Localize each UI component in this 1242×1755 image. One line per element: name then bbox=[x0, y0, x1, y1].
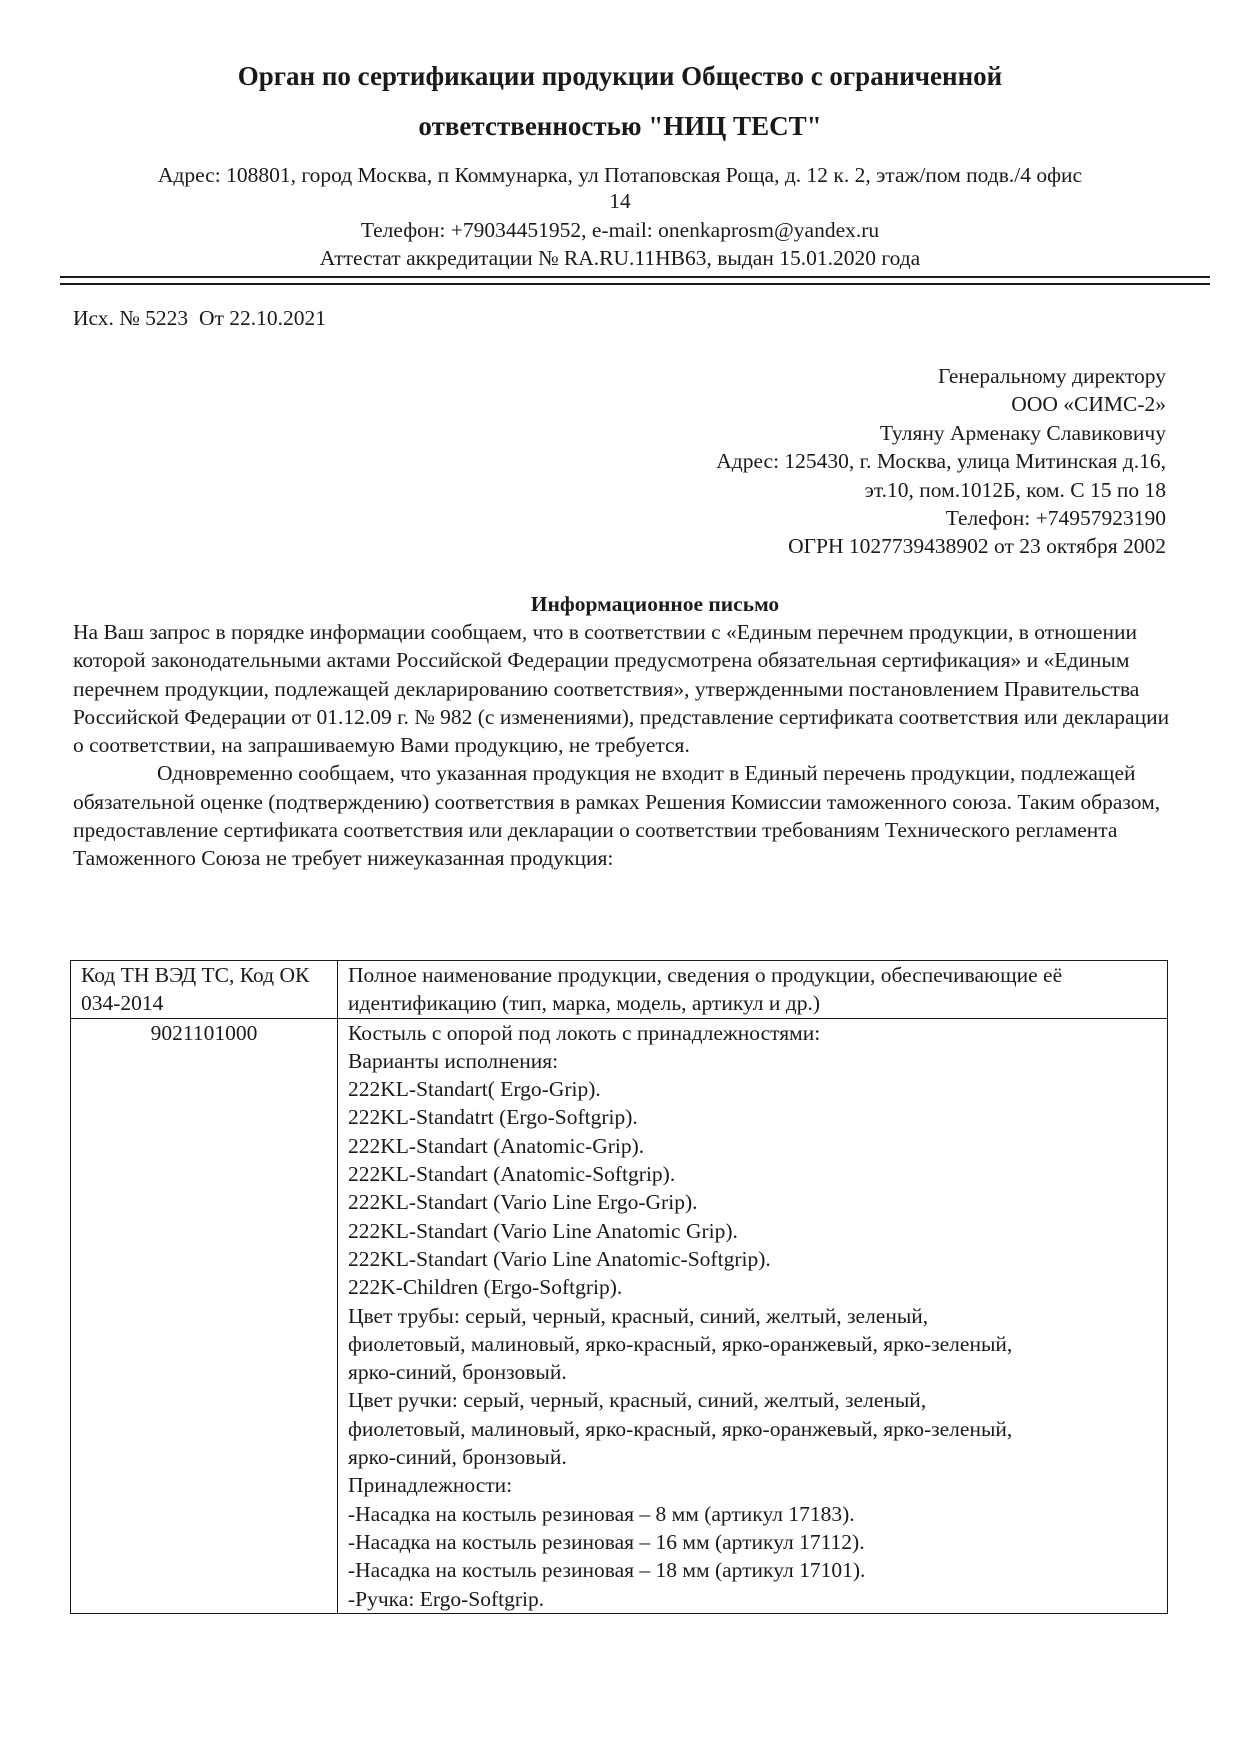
description-line: Цвет трубы: серый, черный, красный, синий, желтый, зеленый, bbox=[348, 1303, 929, 1328]
description-line: 222KL-Standart( Ergo-Grip). bbox=[348, 1077, 601, 1102]
description-line: Цвет ручки: серый, черный, красный, синий, желтый, зеленый, bbox=[348, 1388, 927, 1413]
header-code-cell: Код ТН ВЭД ТС, Код ОК 034-2014 bbox=[71, 961, 338, 1019]
description-line: ярко-синий, бронзовый. bbox=[348, 1360, 567, 1385]
org-title-line-2: ответственностью "НИЦ ТЕСТ" bbox=[418, 111, 822, 141]
product-description-cell bbox=[338, 1018, 1168, 1613]
letter-body bbox=[73, 618, 1173, 873]
product-code-cell: 9021101000 bbox=[71, 1018, 338, 1613]
description-line: 222KL-Standart (Vario Line Anatomic Grip). bbox=[348, 1218, 738, 1243]
header-divider-top bbox=[60, 276, 1210, 278]
outgoing-reference bbox=[73, 306, 326, 331]
org-accreditation: Аттестат аккредитации № RA.RU.11НВ63, выдан 15.01.2020 года bbox=[319, 246, 921, 270]
outgoing-date: От 22.10.2021 bbox=[198, 306, 326, 330]
description-line: 222KL-Standart (Anatomic-Grip). bbox=[348, 1133, 645, 1158]
products-table bbox=[70, 960, 1168, 1614]
description-line: 222K-Children (Ergo-Softgrip). bbox=[348, 1275, 623, 1300]
recipient-line: Телефон: +74957923190 bbox=[945, 506, 1166, 531]
table-row bbox=[71, 1018, 1168, 1613]
description-line: Варианты исполнения: bbox=[348, 1048, 559, 1073]
description-line: -Ручка: Ergo-Softgrip. bbox=[348, 1586, 545, 1611]
description-line: 222KL-Standatrt (Ergo-Softgrip). bbox=[348, 1105, 638, 1130]
org-title-line-1: Орган по сертификации продукции Общество с ограниченной bbox=[237, 61, 1003, 91]
org-address-line-1: Адрес: 108801, город Москва, п Коммунарка, ул Потаповская Роща, д. 12 к. 2, этаж/пом подв./4 офис bbox=[157, 163, 1083, 187]
header-divider-bottom bbox=[60, 283, 1210, 285]
letter-paragraph-1: На Ваш запрос в порядке информации сообщаем, что в соответствии с «Единым перечнем продукции, в отношении которой законодательными актами Российской Федерации предусмотрена обязательная сертификация» и «Единым перечнем продукции, подлежащей декларированию соответствия», утвержденными постановлением Правительства Российской Федерации от 01.12.09 г. № 982 (с изменениями), представление сертификата соответствия или декларации о соответствии, на запрашиваемую Вами продукцию, не требуется. bbox=[73, 620, 1170, 758]
description-line: фиолетовый, малиновый, ярко-красный, ярко-оранжевый, ярко-зеленый, bbox=[348, 1416, 1013, 1441]
header-description-cell: Полное наименование продукции, сведения о продукции, обеспечивающие её идентификацию (тип, марка, модель, артикул и др.) bbox=[338, 961, 1168, 1019]
recipient-line: ООО «СИМС-2» bbox=[1011, 392, 1166, 417]
org-contacts: Телефон: +79034451952, e-mail: onenkaprosm@yandex.ru bbox=[360, 218, 880, 242]
description-line: -Насадка на костыль резиновая – 18 мм (артикул 17101). bbox=[348, 1558, 866, 1583]
letter-paragraph-2: Одновременно сообщаем, что указанная продукция не входит в Единый перечень продукции, подлежащей обязательной оценке (подтверждению) соответствия в рамках Решения Комиссии таможенного союза. Таким образом, предоставление сертификата соответствия или декларации о соответствии требованиям Технического регламента Таможенного Союза не требует нижеуказанная продукция: bbox=[73, 761, 1161, 871]
recipient-line: Адрес: 125430, г. Москва, улица Митинская д.16, bbox=[716, 449, 1166, 474]
description-line: Костыль с опорой под локоть с принадлежностями: bbox=[348, 1020, 821, 1045]
recipient-line: Генеральному директору bbox=[938, 364, 1166, 388]
recipient-block bbox=[716, 362, 1166, 561]
description-line: -Насадка на костыль резиновая – 8 мм (артикул 17183). bbox=[348, 1501, 855, 1526]
description-line: ярко-синий, бронзовый. bbox=[348, 1445, 567, 1470]
recipient-line: Туляну Арменаку Славиковичу bbox=[879, 420, 1166, 445]
description-line: 222KL-Standart (Vario Line Ergo-Grip). bbox=[348, 1190, 698, 1215]
description-line: 222KL-Standart (Anatomic-Softgrip). bbox=[348, 1162, 676, 1187]
description-line: -Насадка на костыль резиновая – 16 мм (артикул 17112). bbox=[348, 1529, 865, 1554]
description-line: фиолетовый, малиновый, ярко-красный, ярко-оранжевый, ярко-зеленый, bbox=[348, 1331, 1013, 1356]
recipient-line: ОГРН 1027739438902 от 23 октября 2002 bbox=[788, 534, 1166, 559]
org-address-line-2: 14 bbox=[609, 189, 631, 213]
outgoing-number: Исх. № 5223 bbox=[73, 306, 189, 330]
description-line: 222KL-Standart (Vario Line Anatomic-Softgrip). bbox=[348, 1246, 771, 1271]
table-header-row bbox=[71, 961, 1168, 1019]
recipient-line: эт.10, пом.1012Б, ком. С 15 по 18 bbox=[864, 477, 1166, 502]
description-line: Принадлежности: bbox=[348, 1473, 513, 1498]
letter-title: Информационное письмо bbox=[530, 592, 780, 616]
